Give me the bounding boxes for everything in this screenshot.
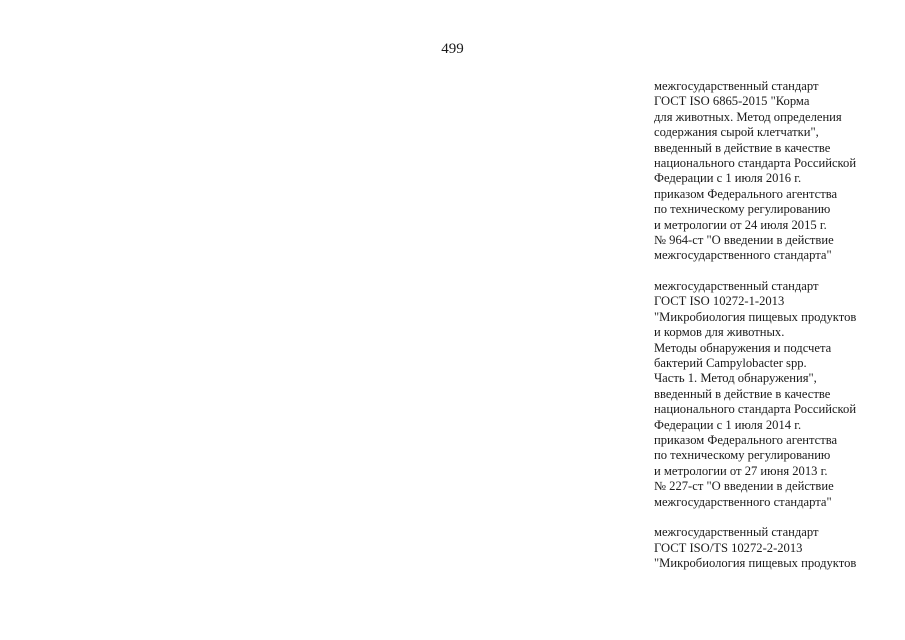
standards-column [654, 79, 894, 587]
entry-line: для животных. Метод определения [654, 109, 842, 124]
entry-line: и метрологии от 24 июля 2015 г. [654, 217, 827, 232]
entry-line: национального стандарта Российской [654, 155, 857, 170]
entry-line: национального стандарта Российской [654, 402, 857, 417]
entry-line: по техническому регулированию [654, 448, 831, 463]
entry-line: Часть 1. Метод обнаружения", [654, 371, 817, 386]
entry-line: приказом Федерального агентства [654, 432, 838, 447]
entry-line: Методы обнаружения и подсчета [654, 340, 832, 355]
entry-line: бактерий Campylobacter spp. [654, 356, 807, 371]
entry-line: "Микробиология пищевых продуктов [654, 309, 857, 324]
entry-line: введенный в действие в качестве [654, 140, 831, 155]
entry-line: приказом Федерального агентства [654, 186, 838, 201]
entry-line: введенный в действие в качестве [654, 386, 831, 401]
entry-line: межгосударственный стандарт [654, 525, 819, 540]
entry-line: и метрологии от 27 июня 2013 г. [654, 463, 828, 478]
entry-line: № 964-ст "О введении в действие [654, 232, 834, 247]
entry-line: № 227-ст "О введении в действие [654, 479, 834, 494]
entry-line: "Микробиология пищевых продуктов [654, 556, 857, 571]
entry-line: по техническому регулированию [654, 202, 831, 217]
entry-line: межгосударственный стандарт [654, 279, 819, 294]
entry-line: и кормов для животных. [654, 325, 785, 340]
entry-line: межгосударственного стандарта" [654, 248, 832, 263]
entry-line: ГОСТ ISO 10272-1-2013 [654, 294, 785, 309]
entry-line: ГОСТ ISO/TS 10272-2-2013 [654, 540, 803, 555]
standard-entry-3 [654, 525, 894, 571]
entry-line: межгосударственный стандарт [654, 79, 819, 93]
entry-line: Федерации с 1 июля 2016 г. [654, 171, 802, 186]
entry-line: межгосударственного стандарта" [654, 494, 832, 509]
entry-line: содержания сырой клетчатки", [654, 125, 819, 140]
standard-entry-2 [654, 279, 894, 510]
entry-line: Федерации с 1 июля 2014 г. [654, 417, 802, 432]
entry-line: ГОСТ ISO 6865-2015 "Корма [654, 94, 810, 109]
standard-entry-1 [654, 79, 894, 264]
page-number: 499 [441, 41, 464, 57]
